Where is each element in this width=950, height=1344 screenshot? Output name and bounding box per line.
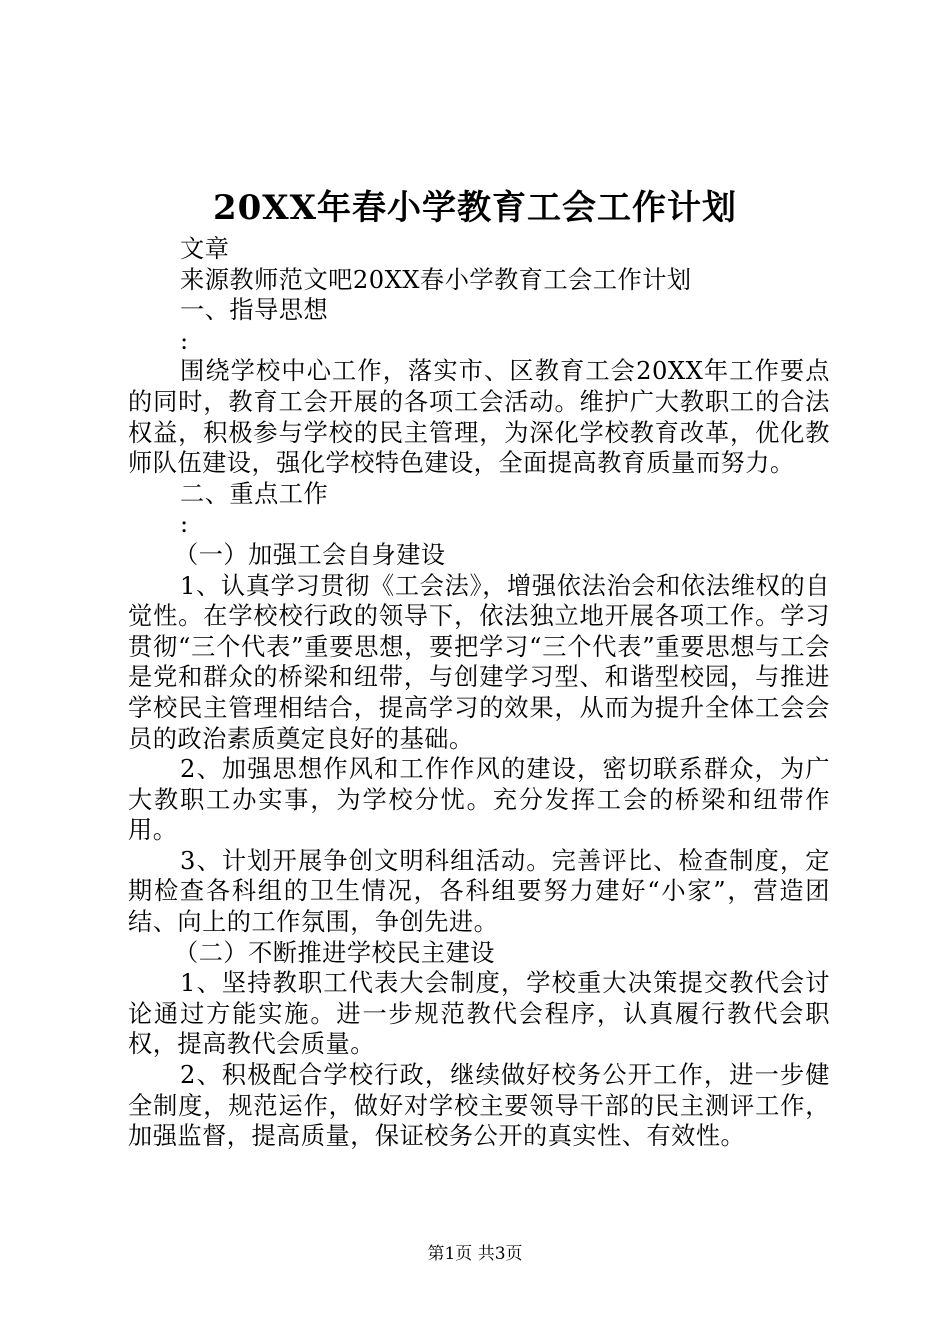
paragraph-item-3: 3、计划开展争创文明科组活动。完善评比、检查制度，定期检查各科组的卫生情况，各科组要努力建好“小家”，营造团结、向上的工作氛围，争创先进。 (128, 846, 830, 937)
document-body (128, 234, 830, 1152)
document-title: 20XX年春小学教育工会工作计划 (212, 188, 738, 228)
heading-key-work: 二、重点工作 (180, 479, 329, 508)
paragraph-guiding-content: 围绕学校中心工作，落实市、区教育工会20XX年工作要点的同时，教育工会开展的各项工会活动。维护广大教职工的合法权益，积极参与学校的民主管理，为深化学校教育改革，优化教师队伍建设，强化学校特色建设，全面提高教育质量而努力。 (128, 357, 830, 478)
subheading-democracy-building: （二）不断推进学校民主建设 (174, 938, 495, 967)
paragraph-item-1: 1、认真学习贯彻《工会法》，增强依法治会和依法维权的自觉性。在学校校行政的领导下，依法独立地开展各项工作。学习贯彻“三个代表”重要思想，要把学习“三个代表”重要思想与工会是党和群众的桥梁和纽带，与创建学习型、和谐型校园，与推进学校民主管理相结合，提高学习的效果，从而为提升全体工会会员的政治素质奠定良好的基础。 (128, 571, 830, 753)
paragraph-source-prefix: 文章 (180, 235, 230, 263)
paragraph-item-2: 2、加强思想作风和工作作风的建设，密切联系群众，为广大教职工办实事，为学校分忧。充分发挥工会的桥梁和纽带作用。 (128, 755, 830, 845)
subheading-union-building: （一）加强工会自身建设 (174, 540, 446, 569)
paragraph-source-line: 来源教师范文吧20XX春小学教育工会工作计划 (180, 265, 692, 294)
heading-colon: : (180, 326, 189, 355)
heading-guiding-ideology: 一、指导思想 (180, 296, 329, 325)
heading-colon: : (180, 510, 189, 539)
page-number-footer: 第1页 共3页 (427, 1244, 523, 1264)
paragraph-democracy-item-1: 1、坚持教职工代表大会制度，学校重大决策提交教代会讨论通过方能实施。进一步规范教代会程序，认真履行教代会职权，提高教代会质量。 (128, 969, 830, 1059)
paragraph-democracy-item-2: 2、积极配合学校行政，继续做好校务公开工作，进一步健全制度，规范运作，做好对学校主要领导干部的民主测评工作，加强监督，提高质量，保证校务公开的真实性、有效性。 (128, 1061, 830, 1151)
